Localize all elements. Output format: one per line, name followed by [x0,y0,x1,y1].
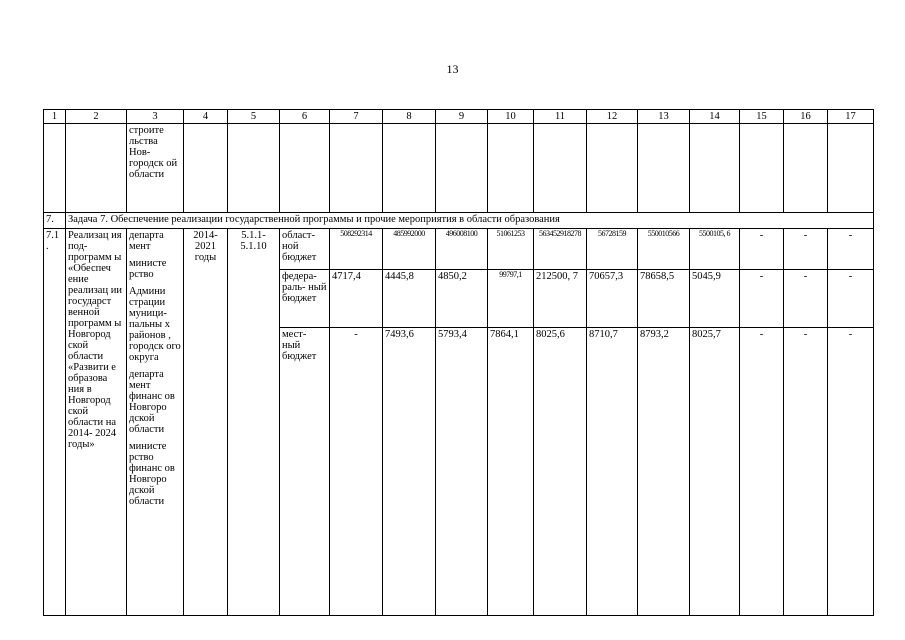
value-cell: 78658,5 [638,270,690,328]
column-number-14: 14 [690,110,740,124]
value-cell: 563452918278 [534,229,587,270]
value-cell: 508292314 [330,229,383,270]
executor-continued: строите льства Нов- городск ой области [127,124,184,213]
value-cell: 8025,7 [690,328,740,616]
dash-cell: - [784,270,828,328]
column-number-3: 3 [127,110,184,124]
continuation-row [44,124,874,213]
column-number-16: 16 [784,110,828,124]
page-number: 13 [446,62,459,76]
value-cell: 70657,3 [587,270,638,328]
dash-cell: - [828,229,874,270]
column-number-15: 15 [740,110,784,124]
dash-cell: - [828,270,874,328]
program-table [43,109,874,616]
value-cell: 8025,6 [534,328,587,616]
value-cell: 212500, 7 [534,270,587,328]
dash-cell: - [828,328,874,616]
column-number-6: 6 [280,110,330,124]
column-number-9: 9 [436,110,488,124]
column-number-13: 13 [638,110,690,124]
value-cell: 99797,1 [488,270,534,328]
dash-cell: - [740,328,784,616]
column-number-11: 11 [534,110,587,124]
value-cell: 51061253 [488,229,534,270]
value-cell: 4717,4 [330,270,383,328]
item-period: 2014- 2021 годы [184,229,228,616]
executor-3: Админи страции муници- пальны х районов , городск ого округа [129,286,181,364]
value-cell: - [330,328,383,616]
executor-5: министе рство финанс ов Новгоро дской области [129,441,175,508]
source-regional: област- ной бюджет [280,229,330,270]
dash-cell: - [740,270,784,328]
source-federal: федера- раль- ный бюджет [280,270,330,328]
task-title: Задача 7. Обеспечение реализации государственной программы и прочие мероприятия в области образования [66,213,874,229]
column-number-12: 12 [587,110,638,124]
item-name: Реализац ия под- программ ы «Обеспеч ение реализац ии государст венной программ ы Новгород ской области «Развити е образова ния в Новгород ской области на 2014- 2024 годы» [66,229,127,616]
dash-cell: - [784,229,828,270]
column-number-7: 7 [330,110,383,124]
value-cell: 4445,8 [383,270,436,328]
task-number: 7. [44,213,66,229]
value-cell: 496008100 [436,229,488,270]
value-cell: 5500105, 6 [690,229,740,270]
executor-1: департа мент [129,230,164,253]
value-cell: 5793,4 [436,328,488,616]
value-cell: 550010566 [638,229,690,270]
column-number-4: 4 [184,110,228,124]
budget-row-regional [44,229,874,270]
source-local: мест- ный бюджет [280,328,330,616]
executor-2: министе рство [129,258,167,281]
header-row [44,110,874,124]
value-cell: 4850,2 [436,270,488,328]
value-cell: 5045,9 [690,270,740,328]
value-cell: 7493,6 [383,328,436,616]
column-number-17: 17 [828,110,874,124]
dash-cell: - [740,229,784,270]
column-number-10: 10 [488,110,534,124]
item-targets: 5.1.1- 5.1.10 [228,229,280,616]
value-cell: 7864,1 [488,328,534,616]
column-number-1: 1 [44,110,66,124]
value-cell: 8793,2 [638,328,690,616]
item-executors [127,229,184,616]
item-number: 7.1 . [44,229,66,616]
value-cell: 485992000 [383,229,436,270]
column-number-2: 2 [66,110,127,124]
task-row [44,213,874,229]
executor-4: департа мент финанс ов Новгоро дской области [129,369,175,436]
value-cell: 8710,7 [587,328,638,616]
value-cell: 56728159 [587,229,638,270]
dash-cell: - [784,328,828,616]
column-number-8: 8 [383,110,436,124]
column-number-5: 5 [228,110,280,124]
